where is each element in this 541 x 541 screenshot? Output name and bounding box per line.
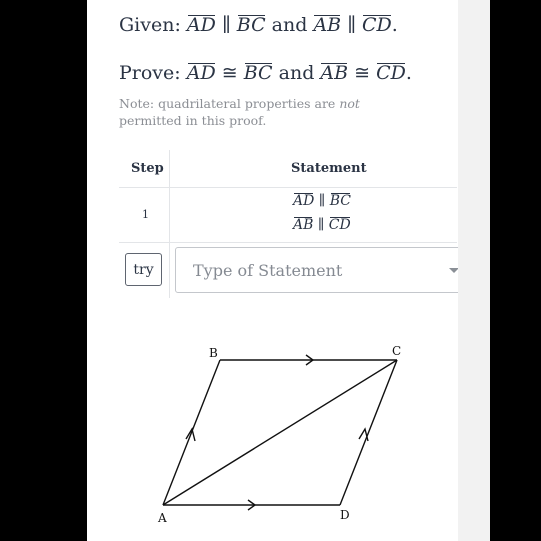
try-button[interactable]: try [125, 253, 162, 286]
side-ab [163, 360, 220, 505]
prove-congruent-symbol-2: ≅ [354, 62, 371, 84]
prove-segment-ad: AD [186, 62, 216, 84]
prove-segment-bc: BC [243, 62, 273, 84]
prove-segment-cd: CD [376, 62, 406, 84]
prove-prefix: Prove: [119, 62, 181, 84]
parallelogram-diagram [87, 0, 490, 541]
arrow-mark-cd [359, 429, 368, 441]
select-placeholder: Type of Statement [193, 261, 343, 280]
vertex-label-c: C [392, 344, 402, 358]
prove-period: . [405, 62, 412, 84]
table-row-statement-line-1: AD ∥ BC [293, 193, 351, 209]
proof-panel [87, 0, 490, 541]
given-segment-ab: AB [313, 14, 342, 36]
panel-right-edge [458, 0, 490, 541]
diagonal-ac [163, 360, 397, 505]
given-prefix: Given: [119, 14, 181, 36]
table-header-statement: Statement [291, 161, 367, 176]
note-emphasis: not [339, 96, 360, 111]
given-parallel-symbol-2: ∥ [347, 14, 356, 36]
table-row-step-number: 1 [142, 208, 149, 221]
given-segment-ad: AD [186, 14, 216, 36]
side-cd [340, 360, 397, 505]
vertex-label-b: B [209, 346, 218, 360]
given-conjunction: and [271, 14, 308, 36]
vertex-label-d: D [340, 508, 350, 522]
table-header-step: Step [131, 161, 164, 176]
vertex-label-a: A [158, 511, 167, 525]
prove-segment-ab: AB [320, 62, 349, 84]
given-parallel-symbol: ∥ [221, 14, 231, 36]
table-row-statement-line-2: AB ∥ CD [293, 217, 351, 233]
given-segment-cd: CD [362, 14, 392, 36]
note-text: Note: quadrilateral properties are not permitted in this proof. [119, 96, 360, 128]
given-period: . [391, 14, 398, 36]
prove-congruent-symbol: ≅ [221, 62, 238, 84]
given-segment-bc: BC [236, 14, 266, 36]
prove-conjunction: and [278, 62, 315, 84]
